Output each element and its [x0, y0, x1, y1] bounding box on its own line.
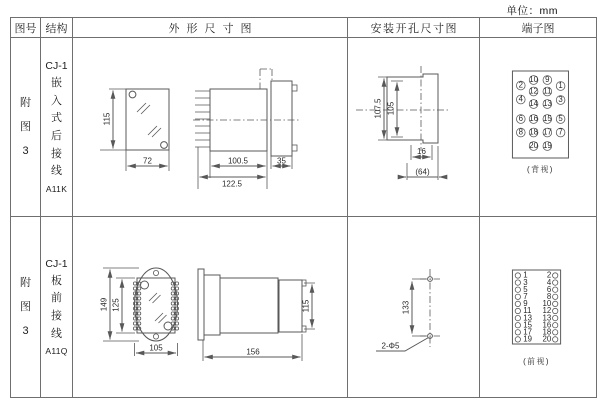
svg-text:9: 9 [545, 74, 550, 84]
dim-front-width: 72 [143, 156, 152, 166]
svg-text:20: 20 [542, 334, 552, 344]
svg-text:19: 19 [542, 140, 552, 150]
svg-text:2: 2 [518, 80, 523, 90]
terminal-diagram-a11k [480, 38, 596, 217]
install-drawing-a11q-svg [348, 217, 479, 397]
structure-row2-model: CJ-1 [45, 257, 68, 270]
fig-no-row2 [11, 217, 41, 397]
svg-text:8: 8 [518, 127, 523, 137]
install-drawing-a11q [348, 217, 480, 397]
spec-table [10, 17, 597, 398]
svg-text:5: 5 [523, 284, 528, 294]
svg-text:4: 4 [518, 94, 523, 104]
front-view-a11k [100, 89, 169, 171]
side-view-a11k [193, 69, 301, 189]
fig-no-row1 [11, 38, 41, 217]
install-drawing-a11k-svg [348, 38, 479, 216]
dim-side-length-a11q: 156 [246, 347, 260, 357]
svg-text:12: 12 [529, 86, 538, 96]
svg-text:17: 17 [523, 327, 532, 337]
svg-text:11: 11 [523, 306, 532, 316]
svg-text:16: 16 [542, 320, 552, 330]
header-terminal-diagram: 端子图 [480, 18, 596, 38]
svg-text:3: 3 [523, 277, 528, 287]
svg-text:13: 13 [542, 98, 552, 108]
svg-text:19: 19 [523, 334, 532, 344]
unit-label: 单位：mm [506, 5, 558, 17]
header-outline-dims: 外形尺寸图 [73, 18, 348, 38]
fig-no-row1-text: 附图3 [20, 96, 31, 158]
dim-front-width-a11q: 105 [149, 343, 163, 353]
svg-text:6: 6 [546, 284, 552, 294]
header-install-dims: 安装开孔尺寸图 [348, 18, 480, 38]
svg-text:5: 5 [558, 113, 563, 123]
structure-row2-type: 板前接线 [51, 274, 62, 340]
svg-text:16: 16 [529, 113, 538, 123]
structure-row1-code: A11K [45, 183, 68, 194]
svg-text:20: 20 [529, 140, 538, 150]
header-structure: 结构 [41, 18, 73, 38]
outline-drawing-a11q [73, 217, 348, 397]
svg-text:13: 13 [542, 313, 552, 323]
svg-text:15: 15 [523, 320, 532, 330]
svg-text:4: 4 [546, 277, 552, 287]
hole-callout-label: 2-Φ5 [381, 341, 400, 351]
svg-text:9: 9 [523, 299, 528, 309]
svg-text:18: 18 [542, 327, 552, 337]
dim-side-total-length: 122.5 [221, 179, 243, 189]
structure-row1 [41, 38, 73, 217]
side-view-a11q [198, 269, 315, 361]
dim-cutout-64: (64) [415, 167, 430, 177]
svg-text:17: 17 [542, 127, 552, 137]
dim-cutout-height-inner: 105 [386, 101, 396, 116]
structure-row2-code: A11Q [45, 346, 68, 357]
front-view-a11q [100, 268, 179, 356]
dim-front-height: 115 [102, 112, 112, 126]
view-label-front: (前视) [523, 356, 550, 367]
svg-text:14: 14 [529, 98, 538, 108]
outline-drawing-a11k-svg [73, 38, 347, 216]
svg-text:8: 8 [546, 291, 552, 302]
terminal-pin-circles [133, 282, 178, 330]
dim-cutout-16: 16 [417, 147, 426, 156]
dim-hole-spacing: 133 [401, 300, 411, 315]
dim-side-flange-width: 35 [277, 156, 286, 166]
svg-text:18: 18 [529, 127, 538, 137]
structure-row1-type: 嵌入式后接线 [51, 77, 62, 178]
terminal-circles-front-view [515, 271, 558, 344]
svg-text:6: 6 [518, 113, 523, 123]
dim-front-height-inner: 125 [111, 298, 121, 312]
svg-text:1: 1 [523, 270, 528, 280]
svg-text:7: 7 [558, 127, 563, 137]
view-label-rear: (背视) [527, 164, 554, 175]
svg-text:10: 10 [542, 299, 552, 309]
header-fig-no: 图号 [11, 18, 41, 38]
outline-drawing-a11k [73, 38, 348, 217]
install-drawing-a11k [348, 38, 480, 217]
dim-cutout-height-outer: 107.5 [373, 98, 383, 119]
terminal-diagram-a11q [480, 217, 596, 397]
dim-side-body-length: 100.5 [227, 156, 249, 166]
fig-no-row2-text: 附图3 [20, 276, 31, 338]
dim-front-height-outer: 149 [99, 297, 109, 312]
svg-text:13: 13 [523, 313, 532, 323]
svg-text:1: 1 [558, 80, 563, 90]
svg-text:11: 11 [543, 86, 552, 96]
structure-row2 [41, 217, 73, 397]
terminal-diagram-a11q-svg [480, 217, 596, 397]
terminal-circles-rear-view [516, 75, 564, 151]
svg-text:3: 3 [558, 94, 563, 104]
svg-text:12: 12 [542, 306, 552, 316]
svg-text:15: 15 [542, 113, 552, 123]
outline-drawing-a11q-svg [73, 217, 347, 397]
dim-side-height-a11q: 115 [301, 299, 311, 313]
terminal-diagram-a11k-svg [480, 38, 596, 216]
svg-text:10: 10 [529, 74, 538, 84]
svg-text:7: 7 [523, 291, 528, 302]
structure-row1-model: CJ-1 [45, 60, 68, 73]
svg-text:2: 2 [546, 270, 552, 280]
